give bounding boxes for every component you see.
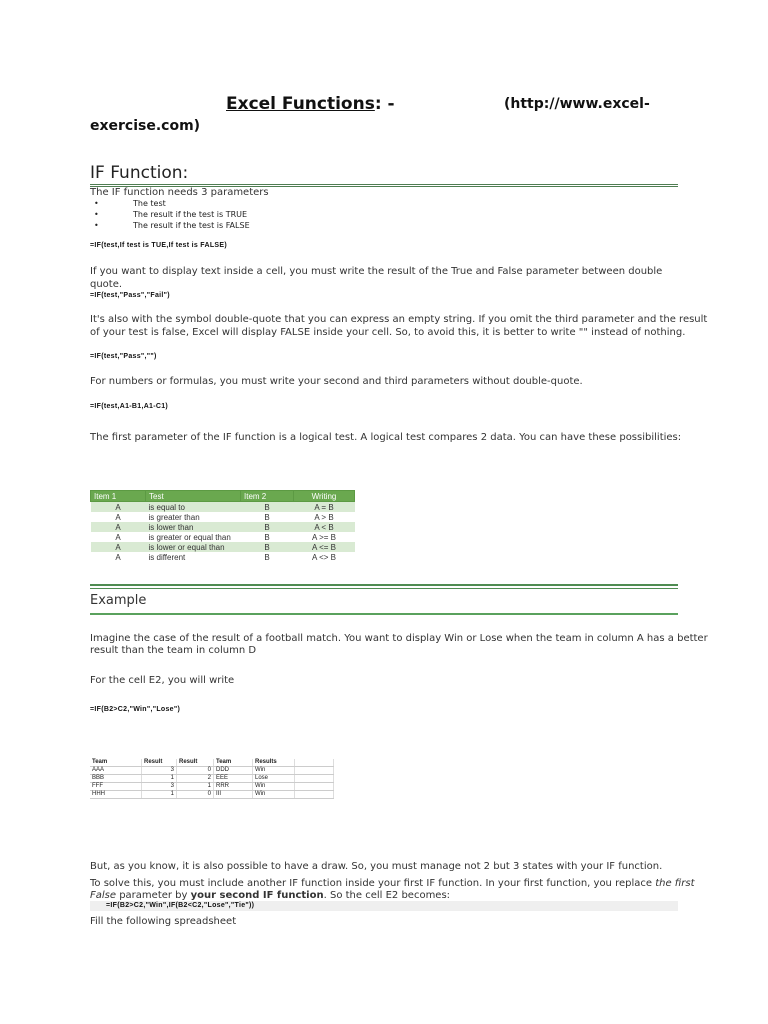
list-item: • The result if the test is FALSE [90,220,490,231]
syntax-formula: =IF(test,If test is TUE,If test is FALSE) [90,242,227,249]
doc-title: Excel Functions [226,94,375,114]
table-row [91,512,355,522]
table-cell: EEE [214,775,253,783]
column-header: Result [142,759,177,767]
empty-cell [295,775,334,783]
table-cell: B [264,512,270,522]
emphasis-text: the first [655,878,695,889]
table-cell: B [241,522,294,532]
empty-cell [295,767,334,775]
empty-cell [295,783,334,791]
table-cell: is lower than [146,522,241,532]
table-cell: BBB [90,775,142,783]
table-cell: 3 [142,767,177,775]
emphasis-text: False [90,890,117,901]
table-cell: A <= B [294,542,355,552]
formula-example: =IF(test,"Pass","Fail") [90,292,170,299]
section-divider [90,584,678,586]
formula-example: =IF(B2>C2,"Win",IF(B2<C2,"Lose","Tie")) [106,902,255,909]
text-span: parameter by [116,890,191,901]
paragraph-text: Imagine the case of the result of a football match. You want to display Win or Lose when the team in column A has a better [90,633,708,644]
paragraph-text: It's also with the symbol double-quote that you can express an empty string. If you omit the third parameter and the result [90,314,708,325]
paragraph-text: result than the team in column D [90,645,257,656]
table-cell: 2 [177,775,214,783]
table-cell: A [115,532,121,542]
column-header: Writing [294,491,355,502]
column-header: Item 2 [241,491,294,502]
table-cell: 1 [142,775,177,783]
table-cell: 0 [177,767,214,775]
table-cell: A <> B [311,552,337,562]
table-cell: A < B [294,522,355,532]
table-cell: Lose [253,775,295,783]
column-header: Item 1 [91,491,146,502]
table-cell: FFF [90,783,142,791]
column-header: Results [253,759,295,767]
table-row [90,767,334,775]
paragraph-text: For the cell E2, you will write [90,675,235,686]
table-cell: 1 [142,791,177,799]
table-cell: A = B [294,502,355,513]
doc-url-part1: (http://www.excel- [504,96,650,112]
formula-example: =IF(test,"Pass","") [90,353,157,360]
paragraph-text: The first parameter of the IF function is a logical test. A logical test compares 2 data. You can have these possibilities: [90,432,682,443]
column-header: Test [146,491,241,502]
table-cell: is lower or equal than [146,542,241,552]
section-divider [90,588,678,589]
table-cell: Win [253,767,295,775]
table-cell: 1 [177,783,214,791]
list-item: • The result if the test is TRUE [90,209,490,220]
paragraph-text: If you want to display text inside a cell, you must write the result of the True and False parameter between double quote. [90,266,663,290]
table-cell: B [241,502,294,513]
text-span: . So the cell E2 becomes: [323,890,451,901]
table-header-row [90,759,334,767]
table-cell: A [115,552,121,562]
table-row [91,502,355,513]
if-intro-text: The IF function needs 3 parameters [90,187,269,198]
table-cell: A > B [314,512,334,522]
paragraph-text: For numbers or formulas, you must write your second and third parameters without double-quote. [90,376,583,387]
table-cell: AAA [90,767,142,775]
example-underline [90,613,678,615]
table-row [91,532,355,542]
table-cell: is equal to [146,502,241,513]
example-heading: Example [90,593,147,608]
formula-example: =IF(test,A1-B1,A1-C1) [90,403,169,410]
doc-url-part2: exercise.com) [90,118,201,134]
match-results-table [90,759,334,799]
table-cell: B [241,542,294,552]
paragraph-text: of your test is false, Excel will display FALSE inside your cell. So, to avoid this, it is better to write "" instead of nothing. [90,327,686,338]
table-row [91,522,355,532]
table-row [91,542,355,552]
table-row [91,552,355,562]
text-span: To solve this, you must include another IF function inside your first IF function. In your first function, you replace [90,878,656,889]
table-cell: 0 [177,791,214,799]
list-item: • The test [90,198,490,209]
table-cell: B [264,532,270,542]
table-cell: A [91,502,146,513]
strong-text: your second IF function [190,890,324,901]
table-cell: is greater than [148,512,200,522]
document-header [226,94,686,114]
table-cell: A >= B [311,532,337,542]
table-header-row [91,491,355,502]
column-header: Team [214,759,253,767]
table-cell: Win [253,791,295,799]
column-header: Team [90,759,142,767]
table-cell: B [264,552,270,562]
doc-title-suffix: : - [374,94,395,114]
table-cell: RRR [214,783,253,791]
comparison-table [90,490,355,562]
paragraph-text: But, as you know, it is also possible to have a draw. So, you must manage not 2 but 3 states with your IF function. [90,861,663,872]
table-row [90,775,334,783]
formula-example: =IF(B2>C2,"Win","Lose") [90,706,181,713]
table-cell: is greater or equal than [148,532,231,542]
table-cell: Win [253,783,295,791]
empty-cell [295,759,334,767]
table-cell: DDD [214,767,253,775]
if-function-heading: IF Function: [90,163,189,183]
table-cell: A [91,542,146,552]
table-cell: III [214,791,253,799]
table-cell: 3 [142,783,177,791]
table-cell: is different [148,552,186,562]
table-row [90,791,334,799]
paragraph-text: Fill the following spreadsheet [90,916,237,927]
params-list [90,198,490,231]
table-cell: HHH [90,791,142,799]
table-cell: A [115,512,121,522]
empty-cell [295,791,334,799]
table-row [90,783,334,791]
table-cell: A [91,522,146,532]
column-header: Result [177,759,214,767]
